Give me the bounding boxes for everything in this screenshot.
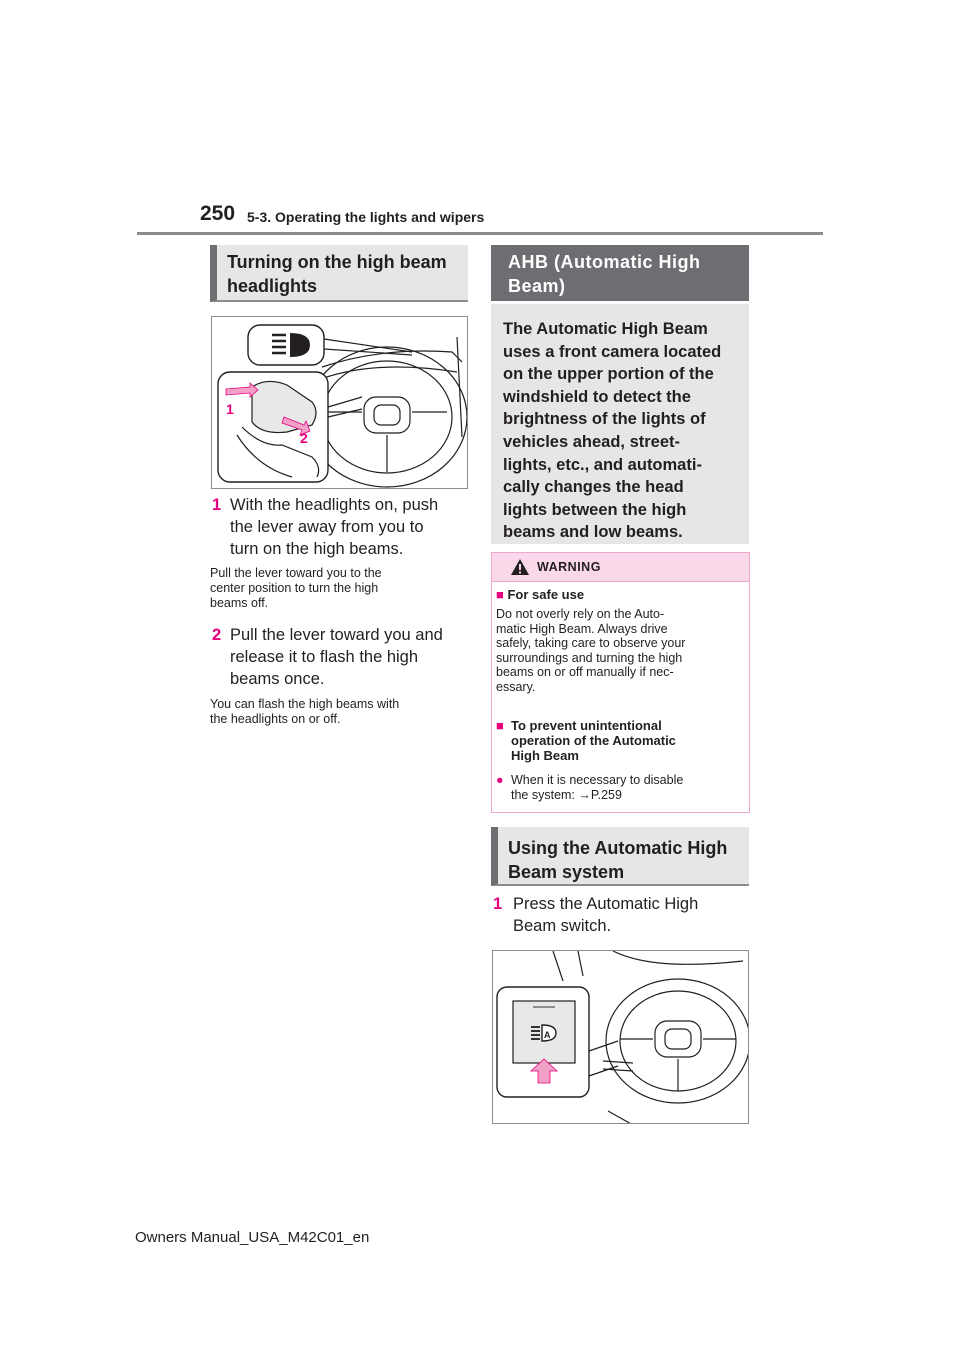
- lever-illustration: [212, 317, 468, 489]
- heading-line-2: Beam): [508, 276, 566, 296]
- warning-body-1: [496, 607, 746, 694]
- note-line: the headlights on or off.: [210, 712, 341, 726]
- warning-body-line: matic High Beam. Always drive: [496, 621, 668, 636]
- warning-bullet-line: the system:: [511, 787, 579, 802]
- right-step-1-number: 1: [493, 895, 503, 913]
- intro-line: The Automatic High Beam: [503, 320, 708, 338]
- ahb-intro-box: [491, 304, 749, 544]
- step-1: [212, 494, 472, 560]
- header-rule: [137, 232, 823, 235]
- warning-body-line: essary.: [496, 679, 536, 694]
- switch-label: A: [544, 1030, 551, 1040]
- page-reference-link[interactable]: P.259: [590, 787, 622, 802]
- footer-text: Owners Manual_USA_M42C01_en: [135, 1229, 370, 1246]
- step-1-line: turn on the high beams.: [230, 540, 404, 558]
- right-step-line: Beam switch.: [513, 917, 612, 935]
- section-title: 5-3. Operating the lights and wipers: [247, 209, 485, 225]
- warning-body-line: beams on or off manually if nec-: [496, 665, 674, 679]
- arrow-icon: →: [578, 787, 591, 802]
- intro-line: lights between the high: [503, 500, 687, 519]
- warning-sub-2-line: operation of the Automatic: [511, 733, 676, 748]
- intro-line: windshield to detect the: [503, 387, 691, 406]
- heading-line-1: Turning on the high beam: [227, 252, 447, 272]
- warning-bullet: [496, 773, 746, 802]
- heading-line-2: headlights: [227, 276, 318, 296]
- step-1-number: 1: [212, 496, 222, 514]
- intro-line: brightness of the lights of: [503, 410, 706, 429]
- square-bullet-icon: ■: [496, 718, 504, 733]
- warning-box: [491, 552, 750, 813]
- high-beam-heading: [210, 245, 468, 302]
- step-2-line: release it to flash the high: [230, 648, 419, 666]
- step-2: [212, 624, 472, 690]
- right-step-1: [493, 893, 743, 939]
- note-line: center position to turn the high: [210, 581, 379, 595]
- page-number: 250: [200, 202, 236, 225]
- step-1-line: the lever away from you to: [230, 518, 424, 536]
- ahb-switch-figure: [492, 950, 749, 1124]
- circle-bullet-icon: ●: [496, 773, 504, 787]
- intro-line: lights, etc., and automati-: [503, 455, 702, 474]
- step-1-line: With the headlights on, push: [230, 496, 439, 514]
- warning-sub-1: [496, 587, 584, 602]
- heading-line-1: AHB (Automatic High: [508, 252, 701, 272]
- note-line: Pull the lever toward you to the: [210, 566, 382, 580]
- warning-header: [492, 553, 749, 582]
- figure-label-1: 1: [226, 401, 234, 417]
- figure-label-2: 2: [300, 430, 308, 446]
- step-2-line: Pull the lever toward you and: [230, 626, 443, 644]
- step-2-number: 2: [212, 626, 222, 644]
- warning-bullet-line: When it is necessary to disable: [511, 773, 684, 787]
- intro-line: vehicles ahead, street-: [503, 432, 681, 451]
- note-line: beams off.: [210, 596, 269, 610]
- warning-sub-2: [496, 718, 746, 763]
- warning-triangle-icon: [510, 558, 530, 576]
- warning-body-line: safely, taking care to observe your: [496, 636, 686, 650]
- warning-body-line: surroundings and turning the high: [496, 650, 683, 665]
- switch-illustration: [493, 951, 749, 1124]
- using-ahb-heading: [491, 827, 749, 886]
- intro-line: uses a front camera located: [503, 342, 722, 361]
- ahb-heading: [491, 245, 749, 301]
- warning-body-line: Do not overly rely on the Auto-: [496, 607, 665, 621]
- intro-line: on the upper portion of the: [503, 365, 714, 384]
- note-1: [210, 566, 470, 611]
- warning-sub-2-line: To prevent unintentional: [511, 718, 662, 733]
- heading-line-1: Using the Automatic High: [508, 838, 728, 858]
- warning-sub-2-line: High Beam: [511, 748, 579, 763]
- note-2: [210, 697, 470, 727]
- step-2-line: beams once.: [230, 670, 325, 688]
- intro-line: beams and low beams.: [503, 523, 683, 542]
- square-bullet-icon: ■: [496, 587, 504, 602]
- high-beam-lever-figure: [211, 316, 468, 489]
- warning-title: WARNING: [537, 560, 601, 574]
- heading-line-2: Beam system: [508, 862, 625, 882]
- note-line: You can flash the high beams with: [210, 697, 400, 711]
- warning-sub-1-text: For safe use: [507, 587, 585, 602]
- intro-line: cally changes the head: [503, 478, 684, 497]
- right-step-line: Press the Automatic High: [513, 895, 699, 913]
